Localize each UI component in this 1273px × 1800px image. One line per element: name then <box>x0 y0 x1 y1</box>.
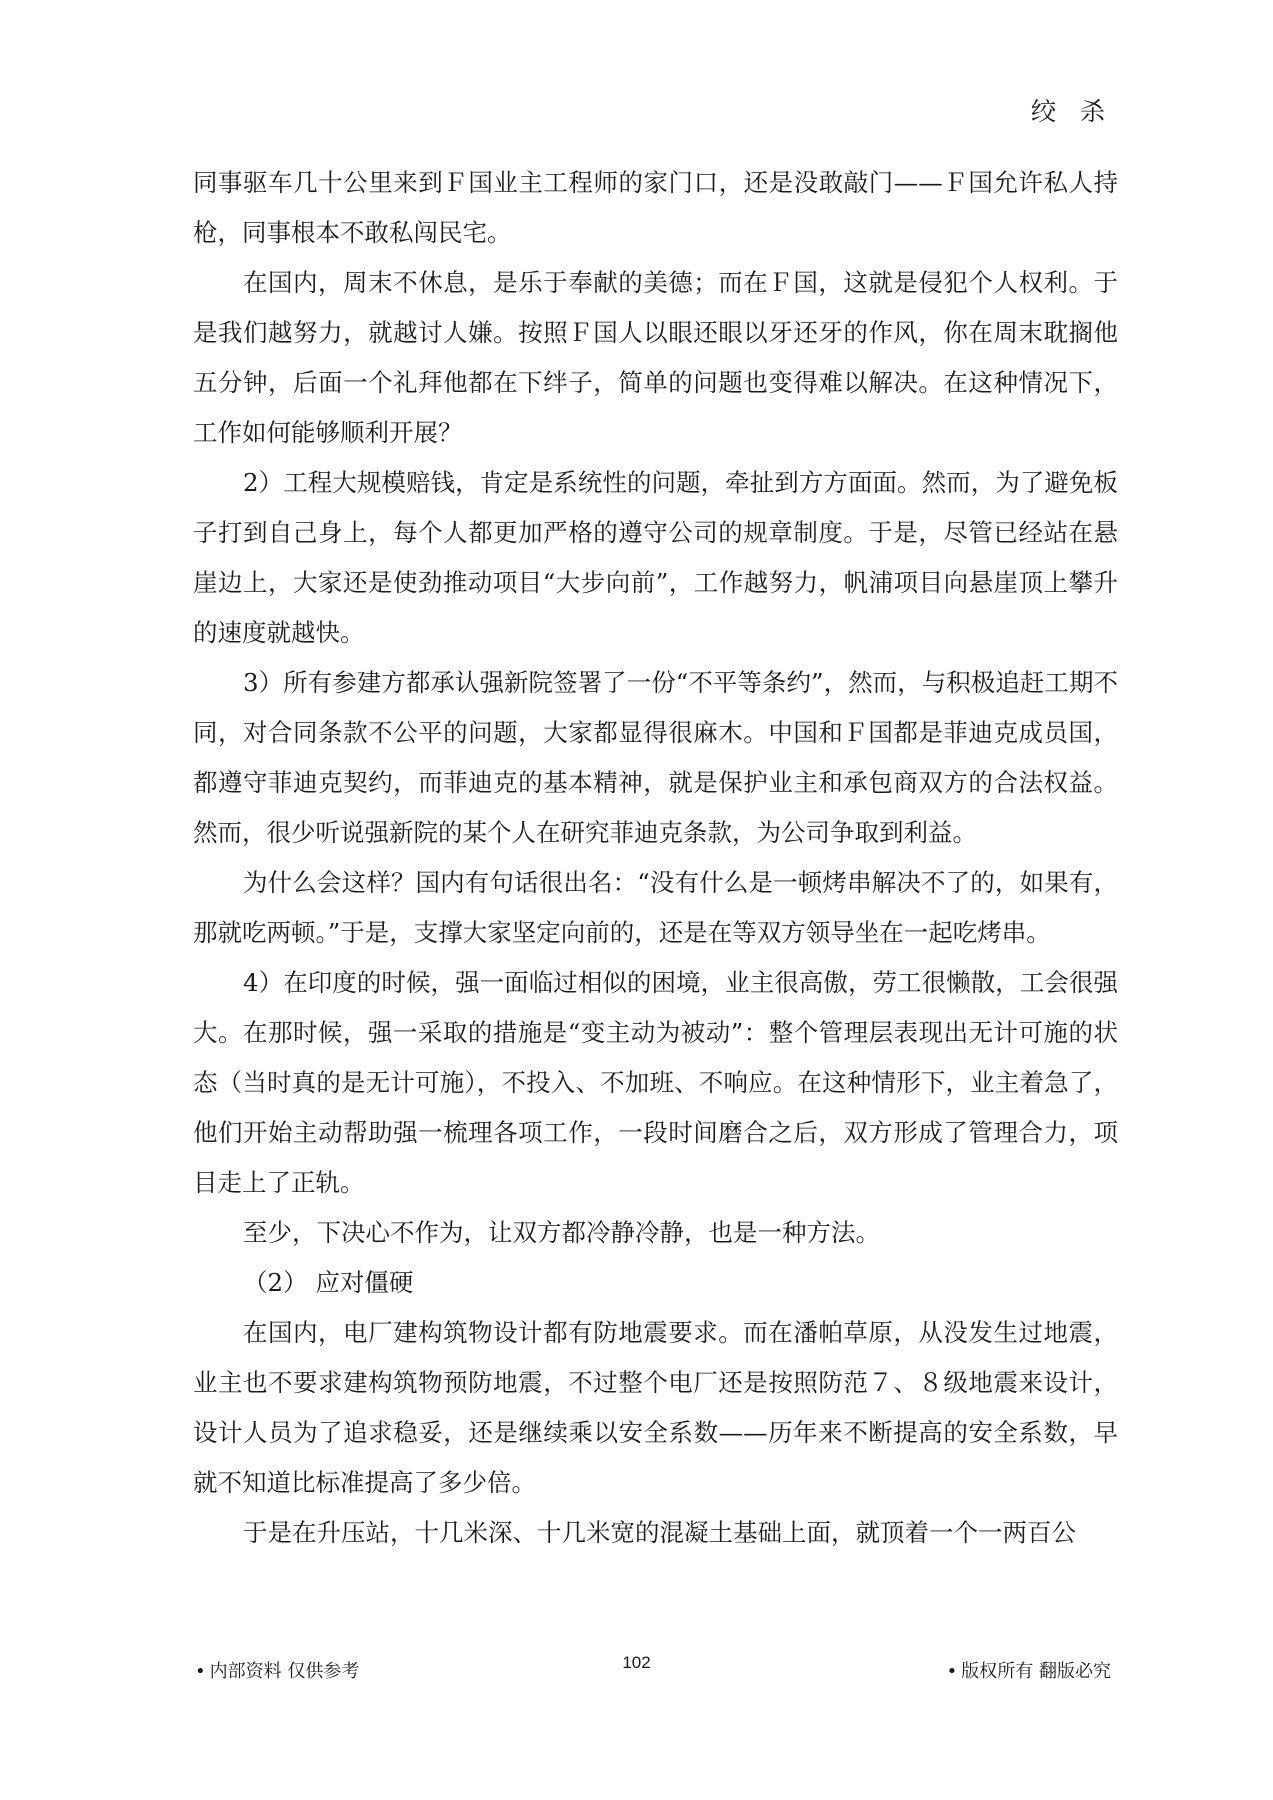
paragraph-4: 3）所有参建方都承认强新院签署了一份“不平等条约”，然而，与积极追赶工期不同，对合同条款不公平的问题，大家都显得很麻木。中国和Ｆ国都是菲迪克成员国，都遵守菲迪克契约，而菲迪克的基本精神，就是保护业主和承包商双方的合法权益。然而，很少听说强新院的某个人在研究菲迪克条款，为公司争取到利益。 <box>193 668 1118 847</box>
bullet-icon: • <box>195 1661 206 1682</box>
paragraph-9: 于是在升压站，十几米深、十几米宽的混凝土基础上面，就顶着一个一两百公 <box>243 1518 1076 1547</box>
paragraph-6: 4）在印度的时候，强一面临过相似的困境，业主很高傲，劳工很懒散，工会很强大。在那时候，强一采取的措施是“变主动为被动”：整个管理层表现出无计可施的状态（当时真的是无计可施），不投入、不加班、不响应。在这种情形下，业主着急了，他们开始主动帮助强一梳理各项工作，一段时间磨合之后，双方形成了管理合力，项目走上了正轨。 <box>193 968 1118 1197</box>
page-footer <box>0 1653 1273 1689</box>
footer-left-text: 内部资料 仅供参考 <box>209 1661 360 1682</box>
bullet-icon: • <box>946 1661 958 1682</box>
paragraph-8: 在国内，电厂建构筑物设计都有防地震要求。而在潘帕草原，从没发生过地震，业主也不要求建构筑物预防地震，不过整个电厂还是按照防范７、８级地震来设计，设计人员为了追求稳妥，还是继续乘以安全系数——历年来不断提高的安全系数，早就不知道比标准提高了多少倍。 <box>193 1318 1118 1497</box>
paragraph-1: 同事驱车几十公里来到Ｆ国业主工程师的家门口，还是没敢敲门——Ｆ国允许私人持枪，同事根本不敢私闯民宅。 <box>193 168 1118 247</box>
page-number: 102 <box>622 1653 651 1672</box>
footer-right-text: 版权所有 翻版必究 <box>961 1661 1111 1682</box>
running-title: 绞 杀 <box>1031 97 1113 126</box>
paragraph-3: 2）工程大规模赔钱，肯定是系统性的问题，牵扯到方方面面。然而，为了避免板子打到自己身上，每个人都更加严格的遵守公司的规章制度。于是，尽管已经站在悬崖边上，大家还是使劲推动项目“大步向前”，工作越努力，帆浦项目向悬崖顶上攀升的速度就越快。 <box>193 468 1118 647</box>
paragraph-7: 至少，下决心不作为，让双方都冷静冷静，也是一种方法。 <box>243 1218 880 1247</box>
section-heading: （2） 应对僵硬 <box>243 1268 414 1297</box>
footer-right <box>947 1657 1111 1683</box>
paragraph-2: 在国内，周末不休息，是乐于奉献的美德；而在Ｆ国，这就是侵犯个人权利。于是我们越努力，就越讨人嫌。按照Ｆ国人以眼还眼以牙还牙的作风，你在周末耽搁他五分钟，后面一个礼拜他都在下绊子，简单的问题也变得难以解决。在这种情况下，工作如何能够顺利开展？ <box>193 268 1118 447</box>
paragraph-5: 为什么会这样？国内有句话很出名：“没有什么是一顿烤串解决不了的，如果有，那就吃两顿。”于是，支撑大家坚定向前的，还是在等双方领导坐在一起吃烤串。 <box>193 868 1118 947</box>
page-body <box>193 158 1118 1558</box>
